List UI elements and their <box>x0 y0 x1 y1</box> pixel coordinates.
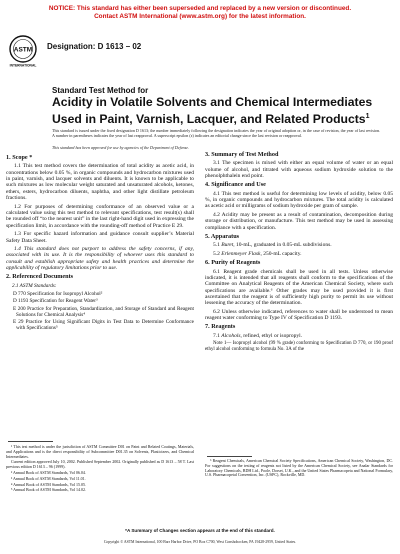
footnote-1-edition: Current edition approved July 10, 2002. Published September 2002. Originally published as D 1613 – 58 T. Last previous edition D 1613 – 96 (1999). <box>6 459 194 470</box>
para-3-1: 3.1 The specimen is mixed with either an equal volume of water or an equal volume of alcohol, and titrated with aqueous sodium hydroxide solution to the phenolphthalein end point. <box>205 160 393 180</box>
document-title <box>52 86 382 126</box>
note-1: Note 1— Isopropyl alcohol (99 % grade) conforming to Specification D 770, or 190 proof ethyl alcohol conforming to formula No. 3A of the <box>205 341 393 353</box>
astm-logo <box>6 34 40 68</box>
title-line-2: Acidity in Volatile Solvents and Chemical Intermediates <box>52 95 373 109</box>
para-4-1: 4.1 This test method is useful for determining low levels of acidity, below 0.05 %, in organic compounds and hydrocarbon mixtures. The total acidity is calculated as acetic acid or milligrams of sodium hydroxide per gram of sample. <box>205 190 393 210</box>
copyright-line: Copyright © ASTM International, 100 Barr Harbor Drive, PO Box C700, West Conshohocken, PA 19428-2959, United States. <box>103 540 297 544</box>
section-heading-apparatus: 5. Apparatus <box>205 232 240 240</box>
footnote-2: ² Annual Book of ASTM Standards, Vol 06.04. <box>11 469 86 475</box>
section-heading-reagents: 7. Reagents <box>205 323 236 331</box>
footnote-3: ³ Annual Book of ASTM Standards, Vol 11.01. <box>11 475 86 481</box>
title-line-3: Used in Paint, Varnish, Lacquer, and Related Products$^1$ <box>52 111 370 126</box>
para-6-2: 6.2 Unless otherwise indicated, references to water shall be understood to mean reagent water conforming to Type IV of Specification D 1193. <box>205 308 393 322</box>
astm-standards-subheading: 2.1 ASTM Standards: <box>12 282 57 289</box>
ref-item-d1193: D 1193 Specification for Reagent Water³ <box>13 298 98 305</box>
footnote-1: ¹ This test method is under the jurisdiction of ASTM Committee D01 on Paint and Related Coatings, Materials, and Applications and is the direct responsibility of Subcommittee D01.35 on Solvents, Plasticizers, and Chemical Intermediates. <box>6 444 194 459</box>
para-5-1: 5.1 Buret, 10-mL, graduated in 0.05-mL subdivisions. <box>213 242 332 249</box>
designation: Designation: D 1613 – 02 <box>47 42 142 51</box>
footnote-6: ⁶ Reagent Chemicals, American Chemical Society Specifications, American Chemical Society, Washington, DC. For suggestions on the testing of reagents not listed by the American Chemical Society, see Analar Standards for Laboratory Chemicals, BDH Ltd., Poole, Dorset, U.K., and the United States Pharmacopeia and National Formulary, U.S. Pharmacopeial Convention, Inc. (USPC), Rockville, MD. <box>205 458 393 478</box>
footnotes-left <box>6 445 194 494</box>
notice-line-1: NOTICE: This standard has either been superseded and replaced by a new version or discontinued. <box>48 5 352 12</box>
para-1-2: 1.2 For purposes of determining conformance of an observed value or a calculated value using this test method to relevant specifications, test result(s) shall be rounded off “to the nearest unit” in the last right-hand digit used in expressing the specification limit, in accordance with the rounding-off method of Practice E 29. <box>6 203 194 229</box>
footnote-divider-left <box>8 441 53 442</box>
left-column <box>6 152 194 333</box>
title-line-1: Standard Test Method for <box>52 86 149 95</box>
svg-text:ASTM: ASTM <box>13 46 33 54</box>
ref-item-d770: D 770 Specification for Isopropyl Alcohol² <box>13 290 103 297</box>
para-1-4: 1.4 This standard does not purport to address the safety concerns, if any, associated with its use. It is the responsibility of whoever uses this standard to consult and establish appropriate safety and health practices and determine the applicability of regulatory limitations prior to use. <box>6 246 194 272</box>
para-6-1: 6.1 Reagent grade chemicals shall be used in all tests. Unless otherwise indicated, it is intended that all reagents shall conform to the specifications of the Committee on Analytical Reagents of the American Chemical Society, where such specifications are available.⁶ Other grades may be used provided it is first ascertained that the reagent is of sufficiently high purity to permit its use without lessening the accuracy of the determination. <box>205 268 393 307</box>
section-heading-referenced-documents: 2. Referenced Documents <box>6 273 74 281</box>
footnote-4: ⁴ Annual Book of ASTM Standards, Vol 15.05. <box>11 481 87 487</box>
section-heading-summary: 3. Summary of Test Method <box>205 151 279 158</box>
notice-line-2: Contact ASTM International (www.astm.org) for the latest information. <box>94 13 306 21</box>
para-1-1: 1.1 This test method covers the determination of total acidity as acetic acid, in concentrations below 0.05 %, in organic compounds and hydrocarbon mixtures used in paint, varnish, and lacquer solvents and diluents. It is known to be applicable to such mixtures as low molecular weight saturated and unsaturated alcohols, ketones, ethers, esters, hydrocarbon diluents, naphtha, and other light distillate petroleum fractions. <box>6 163 194 202</box>
section-heading-significance: 4. Significance and Use <box>205 181 266 189</box>
supersede-notice <box>0 5 400 21</box>
footnote-5: ⁵ Annual Book of ASTM Standards, Vol 14.02. <box>11 487 87 493</box>
issuance-note: This standard is issued under the fixed designation D 1613; the number immediately following the designation indicates the year of original adoption or, in the case of revision, the year of last revision. A number in parentheses indicates the year of last reapproval. A superscript epsilon (ε) indicates an editorial change since the last revision or reapproval. <box>52 128 381 139</box>
section-heading-scope: 1. Scope * <box>6 154 33 161</box>
para-1-3: 1.3 For specific hazard information and guidance consult supplier’s Material Safety Data Sheet. <box>6 231 194 244</box>
para-4-2: 4.2 Acidity may be present as a result of contamination, decomposition during storage or distribution, or manufacture. This test method may be used in assessing compliance with a specification. <box>205 211 393 231</box>
footnote-divider-right <box>207 456 252 457</box>
section-heading-purity: 6. Purity of Reagents <box>205 259 261 267</box>
summary-of-changes-note: *A Summary of Changes section appears at the end of this standard. <box>125 528 275 533</box>
para-7-1: 7.1 Alcohols, refined, ethyl or isopropyl. <box>213 332 303 339</box>
right-column <box>205 152 393 355</box>
dod-approval-note: This standard has been approved for use by agencies of the Department of Defense. <box>52 145 190 150</box>
para-5-2: 5.2 Erlenmeyer Flask, 250-mL capacity. <box>213 250 302 257</box>
ref-item-e200: E 200 Practice for Preparation, Standardization, and Storage of Standard and Reagent Solutions for Chemical Analysis⁴ <box>13 305 194 318</box>
svg-text:INTERNATIONAL: INTERNATIONAL <box>9 63 37 68</box>
ref-item-e29: E 29 Practice for Using Significant Digits in Test Data to Determine Conformance with Specifications⁵ <box>13 319 194 332</box>
